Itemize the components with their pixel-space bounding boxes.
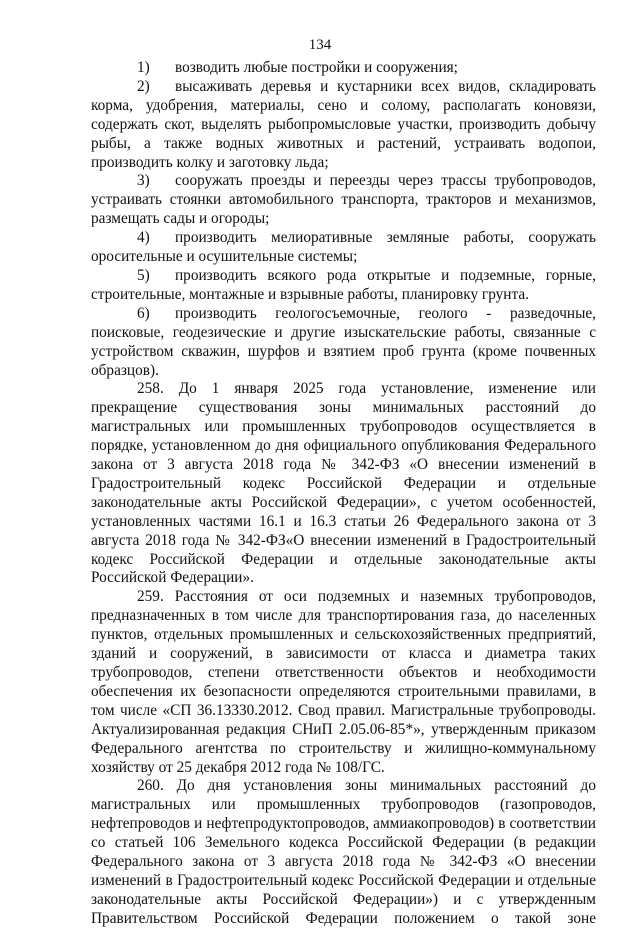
list-item-text: производить всякого рода открытые и подземные, горные, строительные, монтажные и взрывные работы, планировку грунта. [91, 266, 596, 303]
list-item-text: высаживать деревья и кустарники всех видов, складировать корма, удобрения, материалы, сено и солому, располагать коновязи, содержать скот, выделять рыбопромысловые участки, производить добычу рыбы, а также водных животных и растений, устраивать водопои, производить колку и заготовку льда; [91, 77, 596, 171]
list-item-text: сооружать проезды и переезды через трассы трубопроводов, устраивать стоянки автомобильного транспорта, тракторов и механизмов, размещать сады и огороды; [91, 172, 596, 228]
list-item-number: 1) [137, 59, 150, 76]
list-item-number: 4) [137, 229, 150, 247]
list-item [91, 229, 596, 267]
paragraph-258: 258. До 1 января 2025 года установление, изменение или прекращение существования зоны минимальных расстояний до магистральных или промышленных трубопроводов осуществляется в порядке, установленном до дня официального опубликования Федерального закона от 3 августа 2018 года № 342-ФЗ «О внесении изменений в Градостроительный кодекс Российской Федерации и отдельные законодательные акты Российской Федерации», с учетом особенностей, установленных частями 16.1 и 16.3 статьи 26 Федерального закона от 3 августа 2018 года № 342-ФЗ«О внесении изменений в Градостроительный кодекс Российской Федерации и отдельные законодательные акты Российской Федерации». [91, 380, 596, 587]
list-item [91, 59, 596, 78]
list-item [91, 267, 596, 305]
list-item [91, 78, 596, 173]
list-item-number: 3) [137, 172, 150, 190]
paragraph-259: 259. Расстояния от оси подземных и наземных трубопроводов, предназначенных в том числе для транспортирования газа, до населенных пунктов, отдельных промышленных и сельскохозяйственных предприятий, зданий и сооружений, в зависимости от класса и диаметра таких трубопроводов, степени ответственности объектов и необходимости обеспечения их безопасности определяются строительными правилами, в том числе «СП 36.13330.2012. Свод правил. Магистральные трубопроводы. Актуализированная редакция СНиП 2.05.06-85*», утвержденным приказом Федерального агентства по строительству и жилищно-коммунальному хозяйству от 25 декабря 2012 года № 108/ГС. [91, 588, 596, 776]
list-item-number: 5) [137, 266, 150, 284]
document-body [91, 59, 596, 929]
list-item [91, 305, 596, 381]
page-number: 134 [308, 37, 332, 53]
list-item-text: возводить любые постройки и сооружения; [175, 59, 458, 76]
paragraph-260: 260. До дня установления зоны минимальных расстояний до магистральных или промышленных трубопроводов (газопроводов, нефтепроводов и нефтепродуктопроводов, аммиакопроводов) в соответствии со статьей 106 Земельного кодекса Российской Федерации (в редакции Федерального закона от 3 августа 2018 года № 342-ФЗ «О внесении изменений в Градостроительный кодекс Российской Федерации и отдельные законодательные акты Российской Федерации») и с утвержденным Правительством Российской Федерации положением о такой зоне [91, 777, 596, 927]
list-item-text: производить геологосъемочные, геолого - разведочные, поисковые, геодезические и другие изыскательские работы, связанные с устройством скважин, шурфов и взятием проб грунта (кроме почвенных образцов). [91, 304, 596, 379]
list-item-text: производить мелиоративные земляные работы, сооружать оросительные и осушительные системы; [91, 229, 596, 266]
list-item-number: 2) [137, 77, 150, 95]
list-item-number: 6) [137, 304, 150, 322]
list-item [91, 172, 596, 229]
